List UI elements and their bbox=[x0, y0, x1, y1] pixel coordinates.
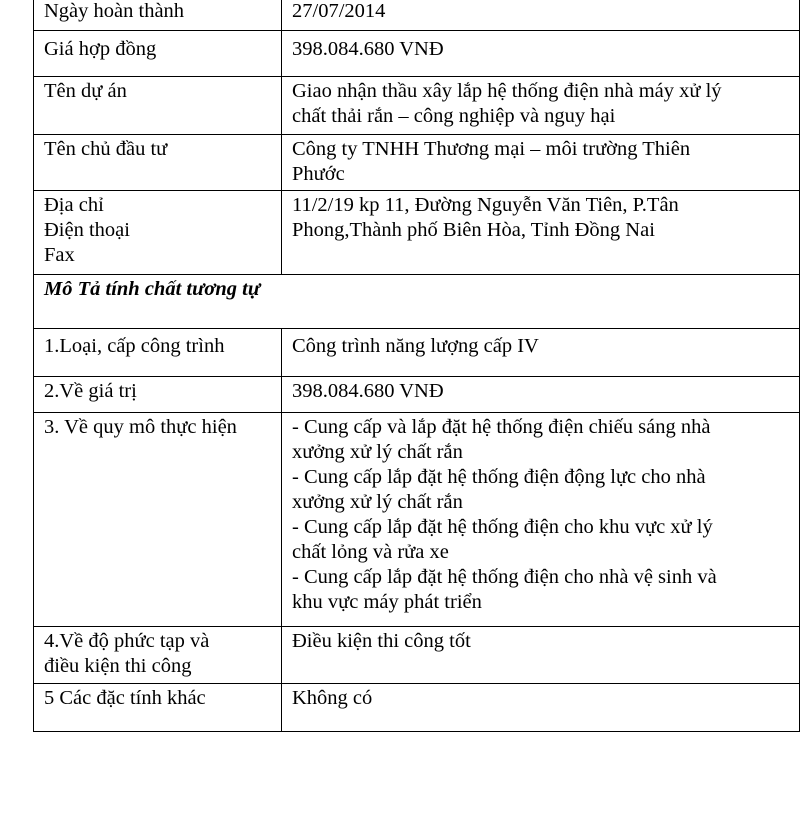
label-line: Địa chỉ bbox=[44, 194, 104, 216]
value-line: Phong,Thành phố Biên Hòa, Tỉnh Đồng Nai bbox=[292, 219, 655, 241]
row-label bbox=[34, 191, 282, 275]
table-row bbox=[34, 135, 800, 191]
label-line: 1.Loại, cấp công trình bbox=[44, 335, 225, 357]
table-row bbox=[34, 413, 800, 627]
row-label bbox=[34, 329, 282, 377]
value-line: Phước bbox=[292, 163, 345, 185]
row-value bbox=[282, 135, 800, 191]
row-value bbox=[282, 191, 800, 275]
table-row bbox=[34, 77, 800, 135]
table-row bbox=[34, 377, 800, 413]
label-line: Fax bbox=[44, 244, 75, 266]
value-line: 398.084.680 VNĐ bbox=[292, 38, 444, 60]
row-value bbox=[282, 377, 800, 413]
table-row bbox=[34, 329, 800, 377]
row-value bbox=[282, 413, 800, 627]
value-line: chất lỏng và rửa xe bbox=[292, 541, 449, 563]
label-line: Giá hợp đồng bbox=[44, 38, 157, 60]
value-line: 398.084.680 VNĐ bbox=[292, 380, 444, 402]
value-line: Giao nhận thầu xây lắp hệ thống điện nhà máy xử lý bbox=[292, 80, 722, 102]
row-value bbox=[282, 684, 800, 732]
row-value bbox=[282, 627, 800, 684]
row-label bbox=[34, 77, 282, 135]
label-line: 5 Các đặc tính khác bbox=[44, 687, 206, 709]
row-value bbox=[282, 329, 800, 377]
value-line: chất thải rắn – công nghiệp và nguy hại bbox=[292, 105, 616, 127]
row-value bbox=[282, 77, 800, 135]
section-title: Mô Tả tính chất tương tự bbox=[34, 275, 800, 329]
row-label bbox=[34, 627, 282, 684]
value-line: - Cung cấp lắp đặt hệ thống điện cho nhà vệ sinh và bbox=[292, 566, 717, 588]
table-row bbox=[34, 684, 800, 732]
table-row bbox=[34, 191, 800, 275]
row-label bbox=[34, 377, 282, 413]
value-line: - Cung cấp và lắp đặt hệ thống điện chiếu sáng nhà bbox=[292, 416, 711, 438]
table-row bbox=[34, 0, 800, 31]
value-line: Điều kiện thi công tốt bbox=[292, 630, 471, 652]
label-line: Tên chủ đầu tư bbox=[44, 138, 168, 160]
contract-info-table bbox=[33, 0, 800, 732]
label-line: điều kiện thi công bbox=[44, 655, 192, 677]
row-label bbox=[34, 0, 282, 31]
label-line: Tên dự án bbox=[44, 80, 127, 102]
value-line: Công ty TNHH Thương mại – môi trường Thiên bbox=[292, 138, 691, 160]
label-line: Điện thoại bbox=[44, 219, 130, 241]
value-line: xưởng xử lý chất rắn bbox=[292, 441, 463, 463]
label-line: 3. Về quy mô thực hiện bbox=[44, 416, 237, 438]
row-label bbox=[34, 31, 282, 77]
label-line: 2.Về giá trị bbox=[44, 380, 137, 402]
value-line: - Cung cấp lắp đặt hệ thống điện động lực cho nhà bbox=[292, 466, 706, 488]
value-line: khu vực máy phát triển bbox=[292, 591, 482, 613]
table-row bbox=[34, 627, 800, 684]
value-line: xưởng xử lý chất rắn bbox=[292, 491, 463, 513]
value-line: Không có bbox=[292, 687, 373, 709]
row-value bbox=[282, 31, 800, 77]
row-label bbox=[34, 684, 282, 732]
label-line: Ngày hoàn thành bbox=[44, 0, 185, 22]
section-row bbox=[34, 275, 800, 329]
label-line: 4.Về độ phức tạp và bbox=[44, 630, 210, 652]
table-row bbox=[34, 31, 800, 77]
row-value bbox=[282, 0, 800, 31]
row-label bbox=[34, 413, 282, 627]
value-line: Công trình năng lượng cấp IV bbox=[292, 335, 539, 357]
value-line: 27/07/2014 bbox=[292, 0, 386, 22]
value-line: 11/2/19 kp 11, Đường Nguyễn Văn Tiên, P.Tân bbox=[292, 194, 679, 216]
row-label bbox=[34, 135, 282, 191]
value-line: - Cung cấp lắp đặt hệ thống điện cho khu vực xử lý bbox=[292, 516, 713, 538]
